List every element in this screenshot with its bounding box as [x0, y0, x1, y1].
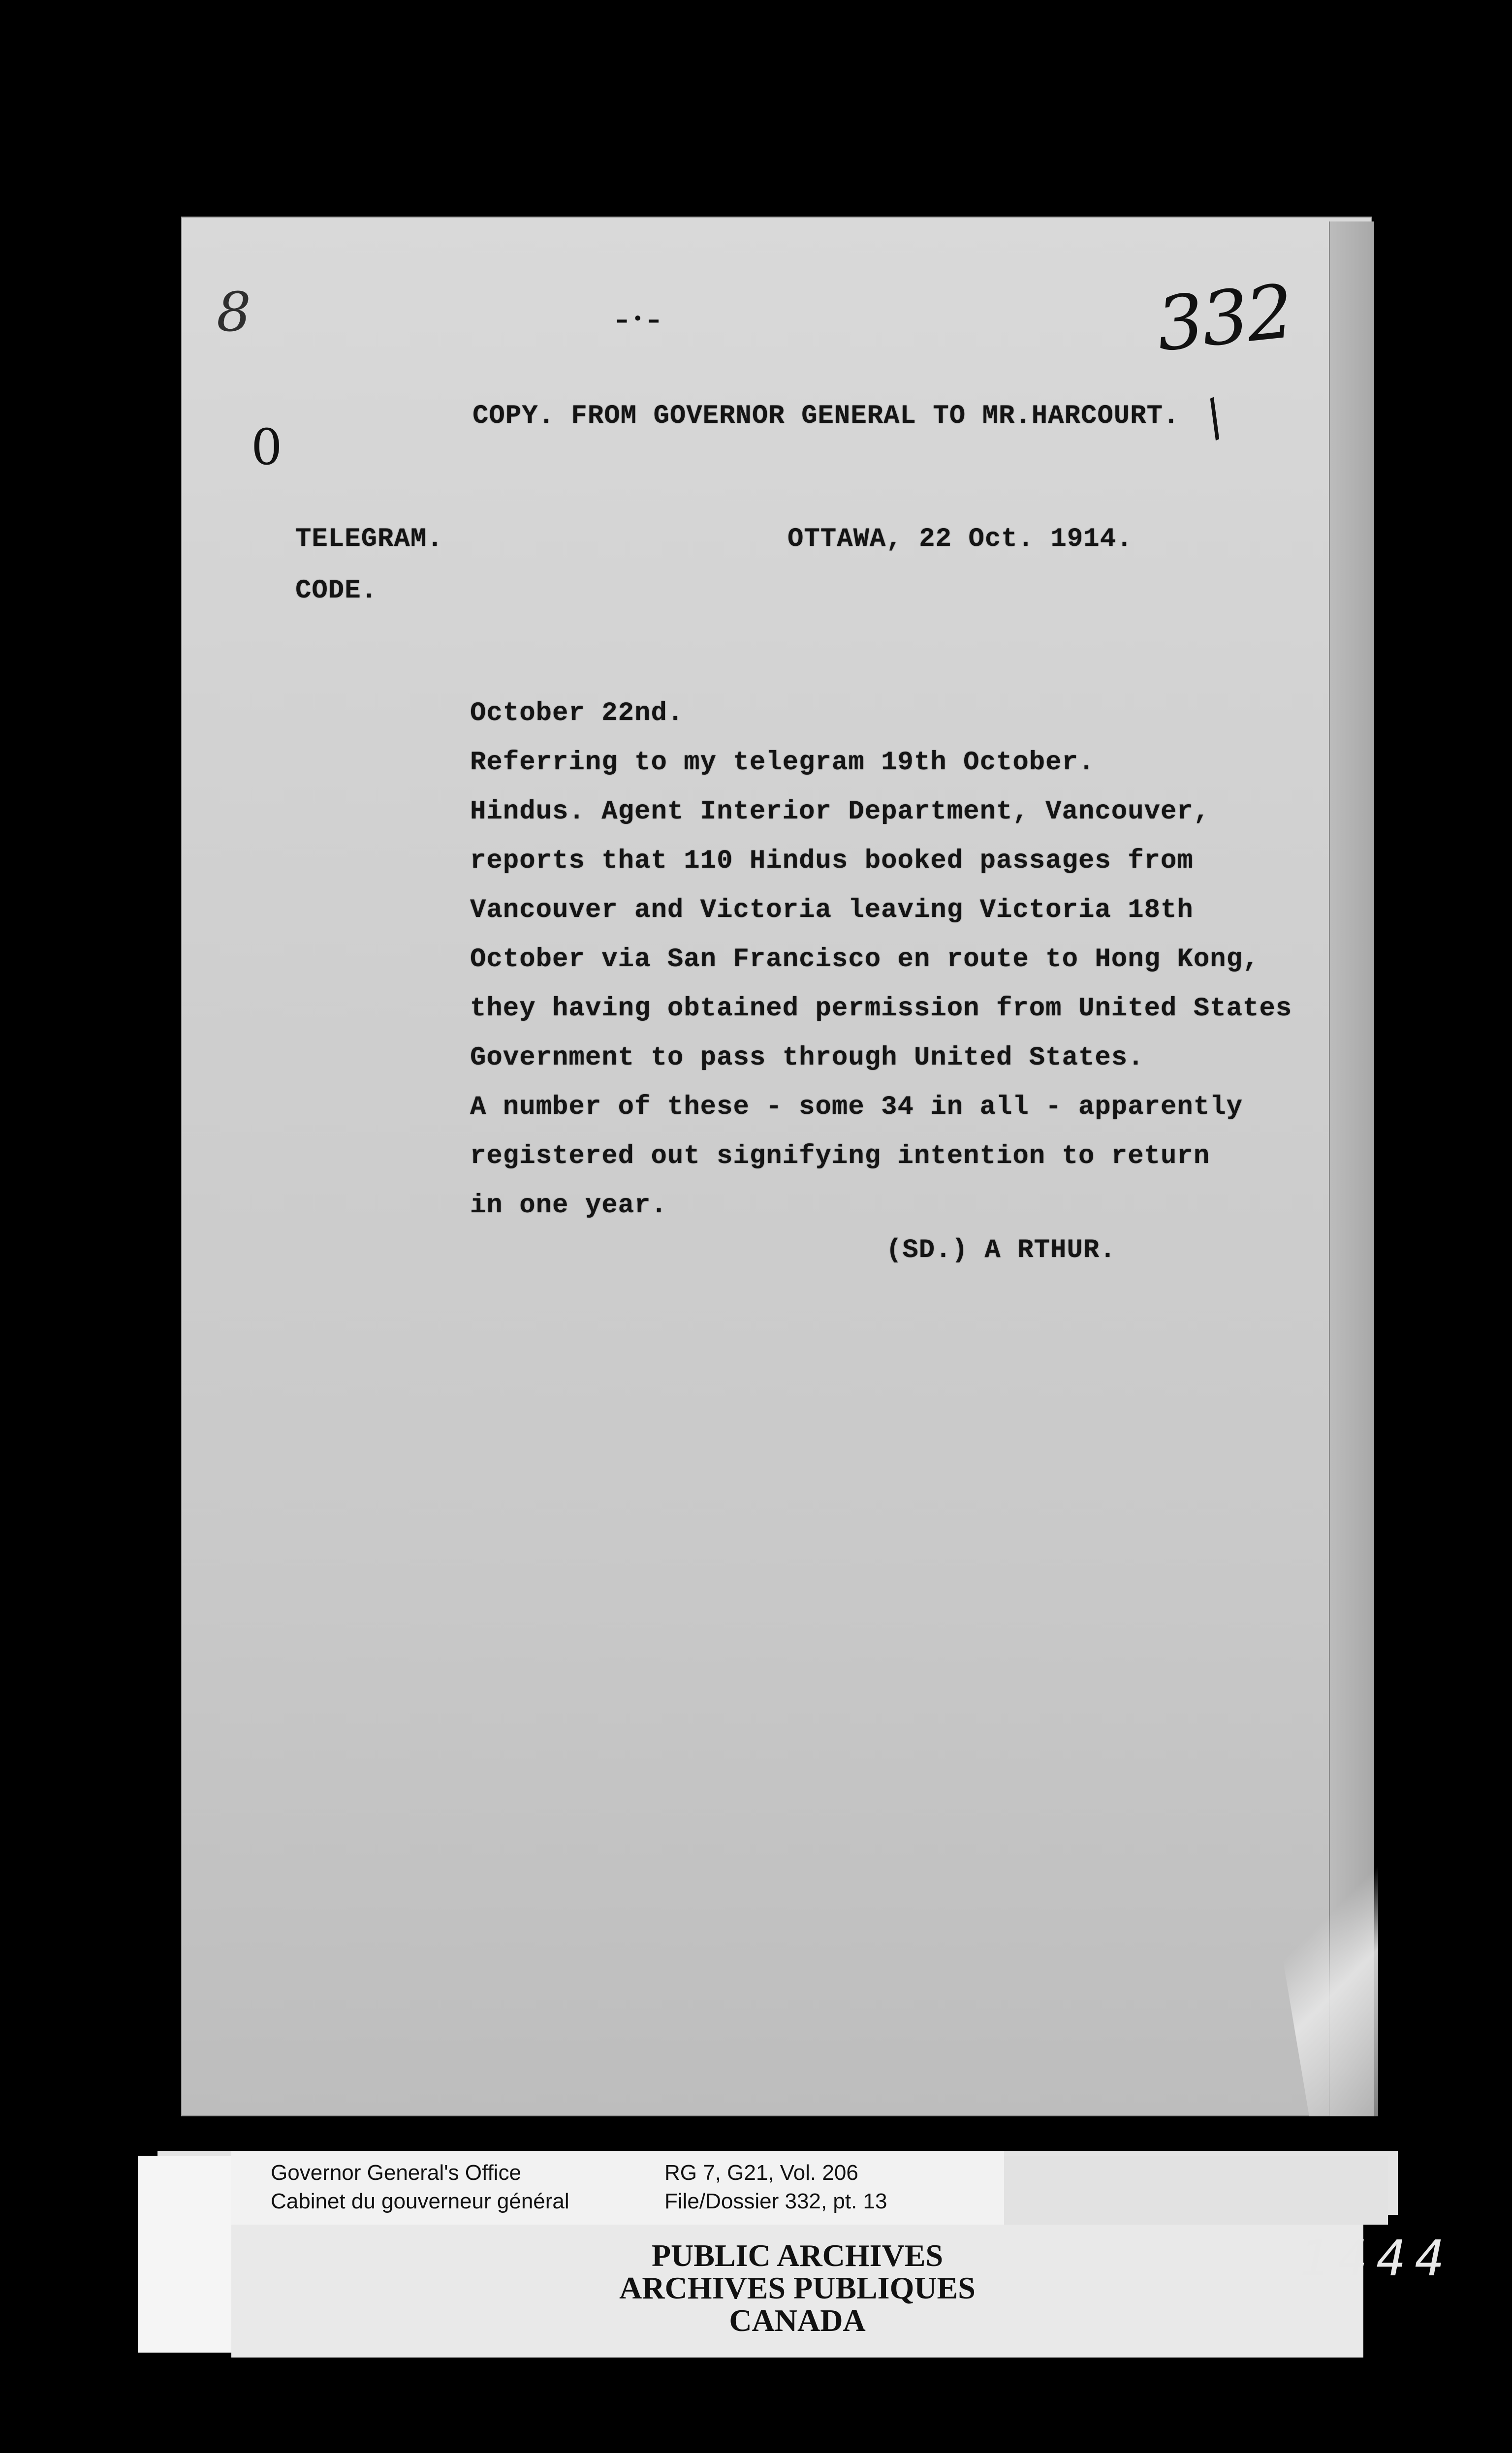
stamp-line-english: PUBLIC ARCHIVES [651, 2238, 944, 2273]
stamp-line-french: ARCHIVES PUBLIQUES [619, 2270, 976, 2305]
body-line: October 22nd. [470, 698, 684, 728]
body-line: they having obtained permission from United States [470, 994, 1292, 1024]
body-line: registered out signifying intention to return [470, 1141, 1210, 1171]
body-line: A number of these - some 34 in all - apparently [470, 1092, 1243, 1122]
archive-reference-label [231, 2151, 1004, 2225]
file-reference: File/Dossier 332, pt. 13 [664, 2189, 887, 2213]
folio-number: 332 [1152, 269, 1296, 368]
archives-stamp-text [231, 2239, 1363, 2337]
place-date: OTTAWA, 22 Oct. 1914. [788, 524, 1133, 554]
stamp-line-country: CANADA [729, 2303, 866, 2338]
office-french: Cabinet du gouverneur général [271, 2189, 569, 2213]
tick-mark: / [1194, 388, 1234, 447]
body-line: Hindus. Agent Interior Department, Vancouver, [470, 797, 1210, 827]
body-line: in one year. [470, 1191, 667, 1221]
margin-mark-left: 8 [217, 281, 251, 344]
frame-number: 1444 [1299, 2230, 1453, 2287]
archives-stamp [231, 2225, 1363, 2358]
margin-mark-circle: 0 [251, 418, 283, 476]
label-left-strip [138, 2156, 231, 2353]
body-line: Referring to my telegram 19th October. [470, 748, 1095, 778]
code-label: CODE. [295, 576, 378, 606]
document-heading: COPY. FROM GOVERNOR GENERAL TO MR.HARCOURT. [472, 401, 1180, 431]
telegram-body [470, 689, 1292, 1230]
signature: (SD.) A RTHUR. [886, 1235, 1116, 1265]
body-line: Vancouver and Victoria leaving Victoria 18th [470, 895, 1194, 925]
record-group-reference: RG 7, G21, Vol. 206 [664, 2161, 858, 2185]
body-line: Government to pass through United States. [470, 1043, 1144, 1073]
body-line: reports that 110 Hindus booked passages from [470, 846, 1194, 876]
margin-dash: -·- [615, 295, 663, 341]
label-right-strip [1004, 2156, 1388, 2225]
body-line: October via San Francisco en route to Hong Kong, [470, 944, 1260, 975]
telegram-label: TELEGRAM. [295, 524, 443, 554]
office-english: Governor General's Office [271, 2161, 521, 2185]
